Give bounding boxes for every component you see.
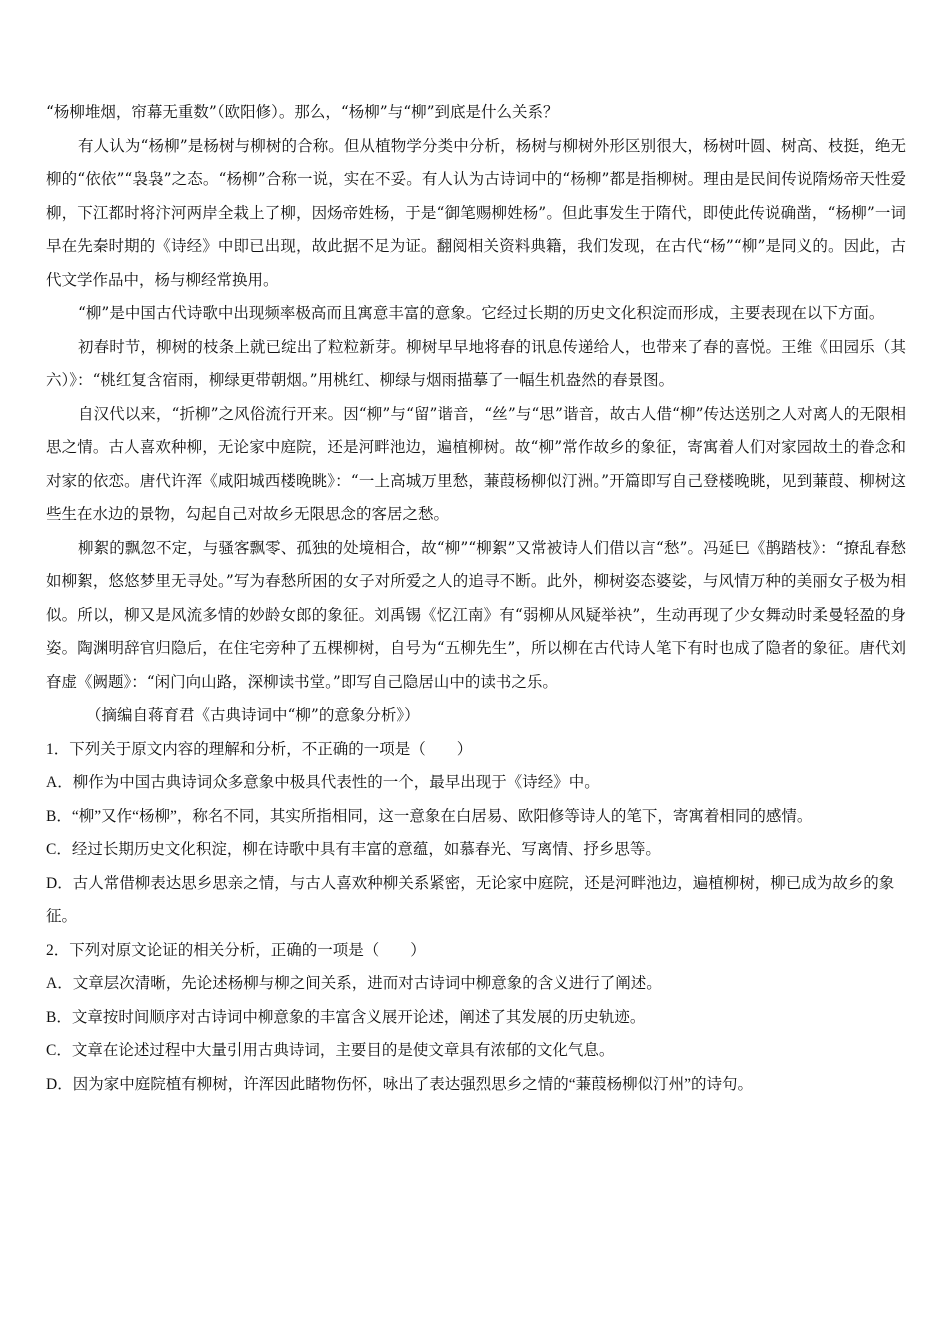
option-b[interactable]: B．文章按时间顺序对古诗词中柳意象的丰富含义展开论述，阐述了其发展的历史轨迹。 [46, 1008, 646, 1026]
passage-paragraph: 柳絮的飘忽不定，与骚客飘零、孤独的处境相合，故“柳”“柳絮”又常被诗人们借以言“愁”。冯延巳《鹊踏枝》：“撩乱春愁如柳絮，悠悠梦里无寻处。”写为春愁所困的女子对所爱之人的追寻不断。此外，柳树姿态婆娑，与风情万种的美丽女子极为相似。所以，柳又是风流多情的妙龄女郎的象征。刘禹锡《忆江南》有“弱柳从风疑举袂”，生动再现了少女舞动时柔曼轻盈的身姿。陶渊明辞官归隐后，在住宅旁种了五棵柳树，自号为“五柳先生”，所以柳在古代诗人笔下有时也成了隐者的象征。唐代刘眘虚《阙题》：“闲门向山路，深柳读书堂。”即写自己隐居山中的读书之乐。 [46, 538, 906, 691]
option-d[interactable]: D．古人常借柳表达思乡思亲之情，与古人喜欢种柳关系紧密，无论家中庭院，还是河畔池边，遍植柳树，柳已成为故乡的象征。 [46, 874, 895, 925]
option-d[interactable]: D．因为家中庭院植有柳树，许浑因此睹物伤怀，咏出了表达强烈思乡之情的“蒹葭杨柳似汀州”的诗句。 [46, 1075, 753, 1093]
option-c[interactable]: C．经过长期历史文化积淀，柳在诗歌中具有丰富的意蕴，如慕春光、写离情、抒乡思等。 [46, 841, 661, 858]
option-a[interactable]: A．柳作为中国古典诗词众多意象中极具代表性的一个，最早出现于《诗经》中。 [46, 774, 600, 791]
question-stem: 1．下列关于原文内容的理解和分析，不正确的一项是（ ） [46, 740, 473, 758]
option-c[interactable]: C．文章在论述过程中大量引用古典诗词，主要目的是使文章具有浓郁的文化气息。 [46, 1042, 615, 1059]
question-2 [46, 934, 906, 1102]
passage-opening: “杨柳堆烟，帘幕无重数”（欧阳修）。那么，“杨柳”与“柳”到底是什么关系？ [46, 103, 559, 121]
passage-source: （摘编自蒋育君《古典诗词中“柳”的意象分析》） [86, 706, 420, 724]
passage-paragraph: 自汉代以来，“折柳”之风俗流行开来。因“柳”与“留”谐音，“丝”与“思”谐音，故古人借“柳”传达送别之人对离人的无限相思之情。古人喜欢种柳，无论家中庭院，还是河畔池边，遍植柳树。故“柳”常作故乡的象征，寄寓着人们对家园故土的眷念和对家的依恋。唐代许浑《咸阳城西楼晚眺》：“一上高城万里愁，蒹葭杨柳似汀洲。”开篇即写自己登楼晚眺，见到蒹葭、柳树这些生在水边的景物，勾起自己对故乡无限思念的客居之愁。 [46, 404, 906, 523]
document-page [46, 96, 906, 1101]
question-stem: 2．下列对原文论证的相关分析，正确的一项是（ ） [46, 941, 426, 959]
question-1 [46, 733, 906, 934]
option-a[interactable]: A．文章层次清晰，先论述杨柳与柳之间关系，进而对古诗词中柳意象的含义进行了阐述。 [46, 975, 662, 992]
passage-paragraph: 有人认为“杨柳”是杨树与柳树的合称。但从植物学分类中分析，杨树与柳树外形区别很大，杨树叶圆、树高、枝挺，绝无柳的“依依”“袅袅”之态。“杨柳”合称一说，实在不妥。有人认为古诗词中的“杨柳”都是指柳树。理由是民间传说隋炀帝天性爱柳，下江都时将汴河两岸全栽上了柳，因炀帝姓杨，于是“御笔赐柳姓杨”。但此事发生于隋代，即使此传说确凿，“杨柳”一词早在先秦时期的《诗经》中即已出现，故此据不足为证。翻阅相关资料典籍，我们发现，在古代“杨”“柳”是同义的。因此，古代文学作品中，杨与柳经常换用。 [46, 136, 906, 289]
passage-paragraph: 初春时节，柳树的枝条上就已绽出了粒粒新芽。柳树早早地将春的讯息传递给人，也带来了春的喜悦。王维《田园乐（其六）》：“桃红复含宿雨，柳绿更带朝烟。”用桃红、柳绿与烟雨描摹了一幅生机盎然的春景图。 [46, 337, 906, 389]
passage-paragraph: “柳”是中国古代诗歌中出现频率极高而且寓意丰富的意象。它经过长期的历史文化积淀而形成，主要表现在以下方面。 [78, 304, 885, 322]
option-b[interactable]: B．“柳”又作“杨柳”，称名不同，其实所指相同，这一意象在白居易、欧阳修等诗人的笔下，寄寓着相同的感情。 [46, 807, 813, 825]
